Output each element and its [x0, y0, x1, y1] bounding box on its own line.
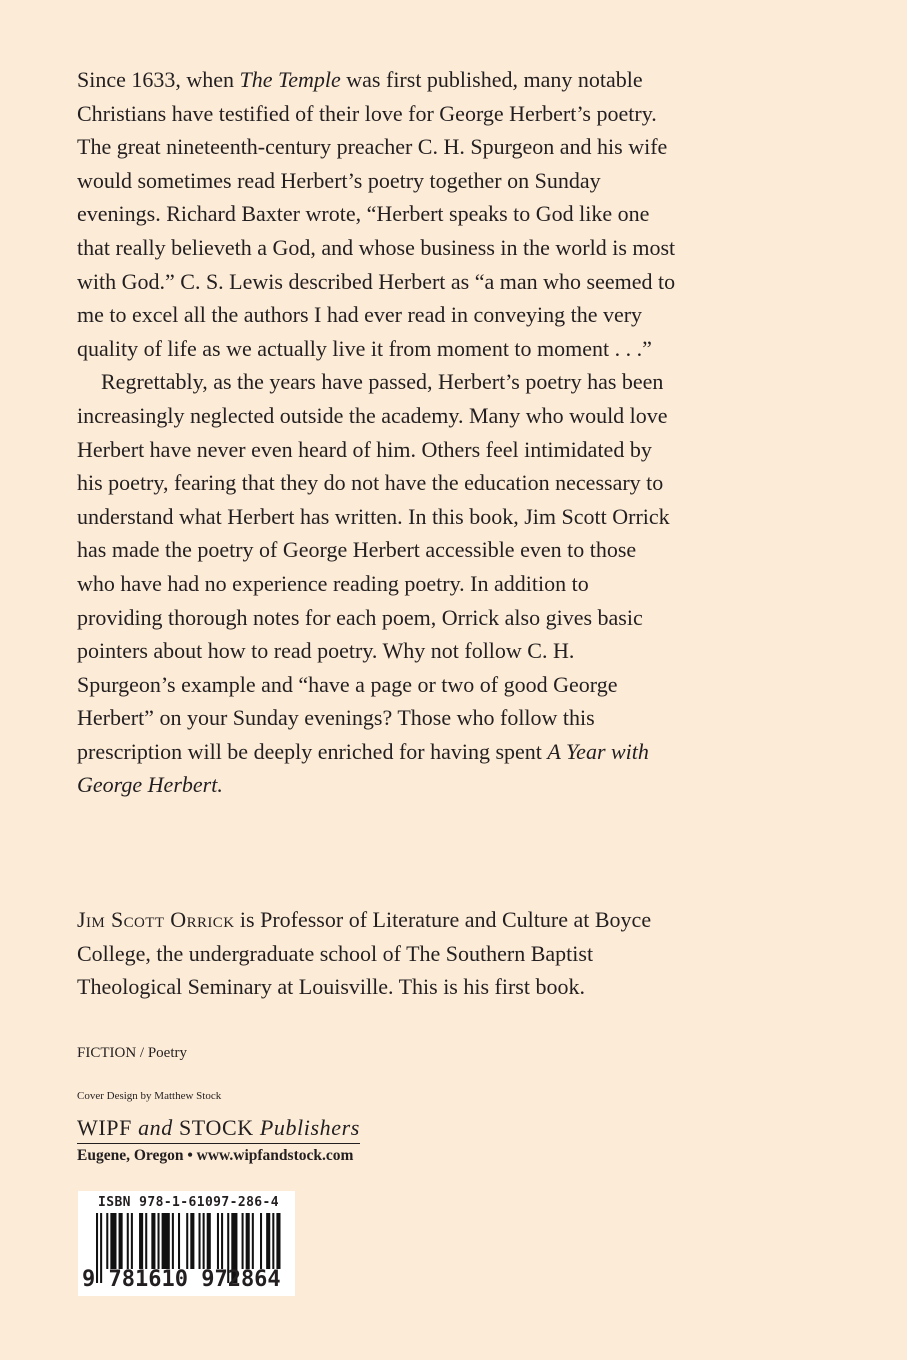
barcode-bar	[186, 1213, 188, 1269]
barcode-bar	[110, 1213, 116, 1269]
isbn-barcode	[78, 1191, 295, 1296]
barcode-bar	[246, 1213, 250, 1269]
barcode-bar	[266, 1213, 270, 1269]
author-bio-text: is Professor of Literature and Culture at Boyce College, the undergraduate school of The Southern Baptist Theological Seminary at Louisville. This is his first book.	[77, 907, 652, 1000]
bisac-category: FICTION / Poetry	[77, 1045, 187, 1061]
barcode-bar	[162, 1213, 170, 1269]
barcode-bar	[276, 1213, 280, 1269]
barcode-bar	[178, 1213, 180, 1269]
barcode-bar	[151, 1213, 155, 1269]
description-p1-rest: was first published, many notable Christians have testified of their love for George Herbert’s poetry. The great nineteenth-century preacher C. H. Spurgeon and his wife would sometimes read Herbert’s poetry together on Sunday evenings. Richard Baxter wrote, “Herbert speaks to God like one that really believeth a God, and whose business in the world is most with God.” C. S. Lewis described Herbert as “a man who seemed to me to excel all the authors I had ever read in conveying the very quality of life as we actually live it from moment to moment . . .”	[77, 67, 676, 361]
description-paragraph-1	[77, 63, 677, 365]
barcode-bar	[203, 1213, 205, 1269]
barcode-digits: 9 781610 972864	[82, 1267, 281, 1292]
author-bio	[77, 903, 677, 1004]
barcode-bar	[119, 1213, 123, 1269]
barcode-bar	[260, 1213, 262, 1269]
barcode-bar	[158, 1213, 160, 1269]
description-p1-start: Since 1633, when	[77, 67, 240, 92]
barcode-bar	[172, 1213, 174, 1269]
cover-design-credit: Cover Design by Matthew Stock	[77, 1090, 222, 1102]
publisher-name-wipf: WIPF	[77, 1115, 139, 1140]
barcode-bar	[145, 1213, 147, 1269]
barcode-bar	[131, 1213, 133, 1269]
barcode-bar	[127, 1213, 129, 1269]
barcode-bar	[252, 1213, 254, 1269]
barcode-bar	[221, 1213, 223, 1269]
publisher-block	[77, 1114, 360, 1167]
barcode-bar	[272, 1213, 274, 1269]
barcode-bar	[106, 1213, 108, 1269]
book-description	[77, 63, 677, 802]
barcode-bar	[139, 1213, 143, 1269]
barcode-bar	[199, 1213, 201, 1269]
publisher-name-and: and	[138, 1115, 173, 1140]
publisher-name-publishers: Publishers	[259, 1115, 360, 1140]
isbn-label: ISBN 978-1-61097-286-4	[98, 1195, 279, 1210]
description-paragraph-2	[77, 365, 677, 802]
author-name: Jim Scott Orrick	[77, 907, 235, 932]
barcode-bar	[207, 1213, 211, 1269]
barcode-bar	[217, 1213, 219, 1269]
title-the-temple: The Temple	[239, 67, 341, 92]
publisher-name	[77, 1114, 360, 1144]
publisher-location: Eugene, Oregon • www.wipfandstock.com	[77, 1147, 354, 1164]
title-a-year-with-george-herbert: A Year with George Herbert.	[77, 738, 649, 798]
publisher-name-stock: STOCK	[172, 1115, 260, 1140]
barcode-bar	[190, 1213, 194, 1269]
description-p2-text: Regrettably, as the years have passed, Herbert’s poetry has been increasingly neglected outside the academy. Many who would love Herbert have never even heard of him. Others feel intimidated by his poetry, fearing that they do not have the education necessary to understand what Herbert has written. In this book, Jim Scott Orrick has made the poetry of George Herbert accessible even to those who have had no experience reading poetry. In addition to providing thorough notes for each poem, Orrick also gives basic pointers about how to read poetry. Why not follow C. H. Spurgeon’s example and “have a page or two of good George Herbert” on your Sunday evenings? Those who follow this prescription will be deeply enriched for having spent	[77, 369, 670, 764]
barcode-bar	[242, 1213, 244, 1269]
